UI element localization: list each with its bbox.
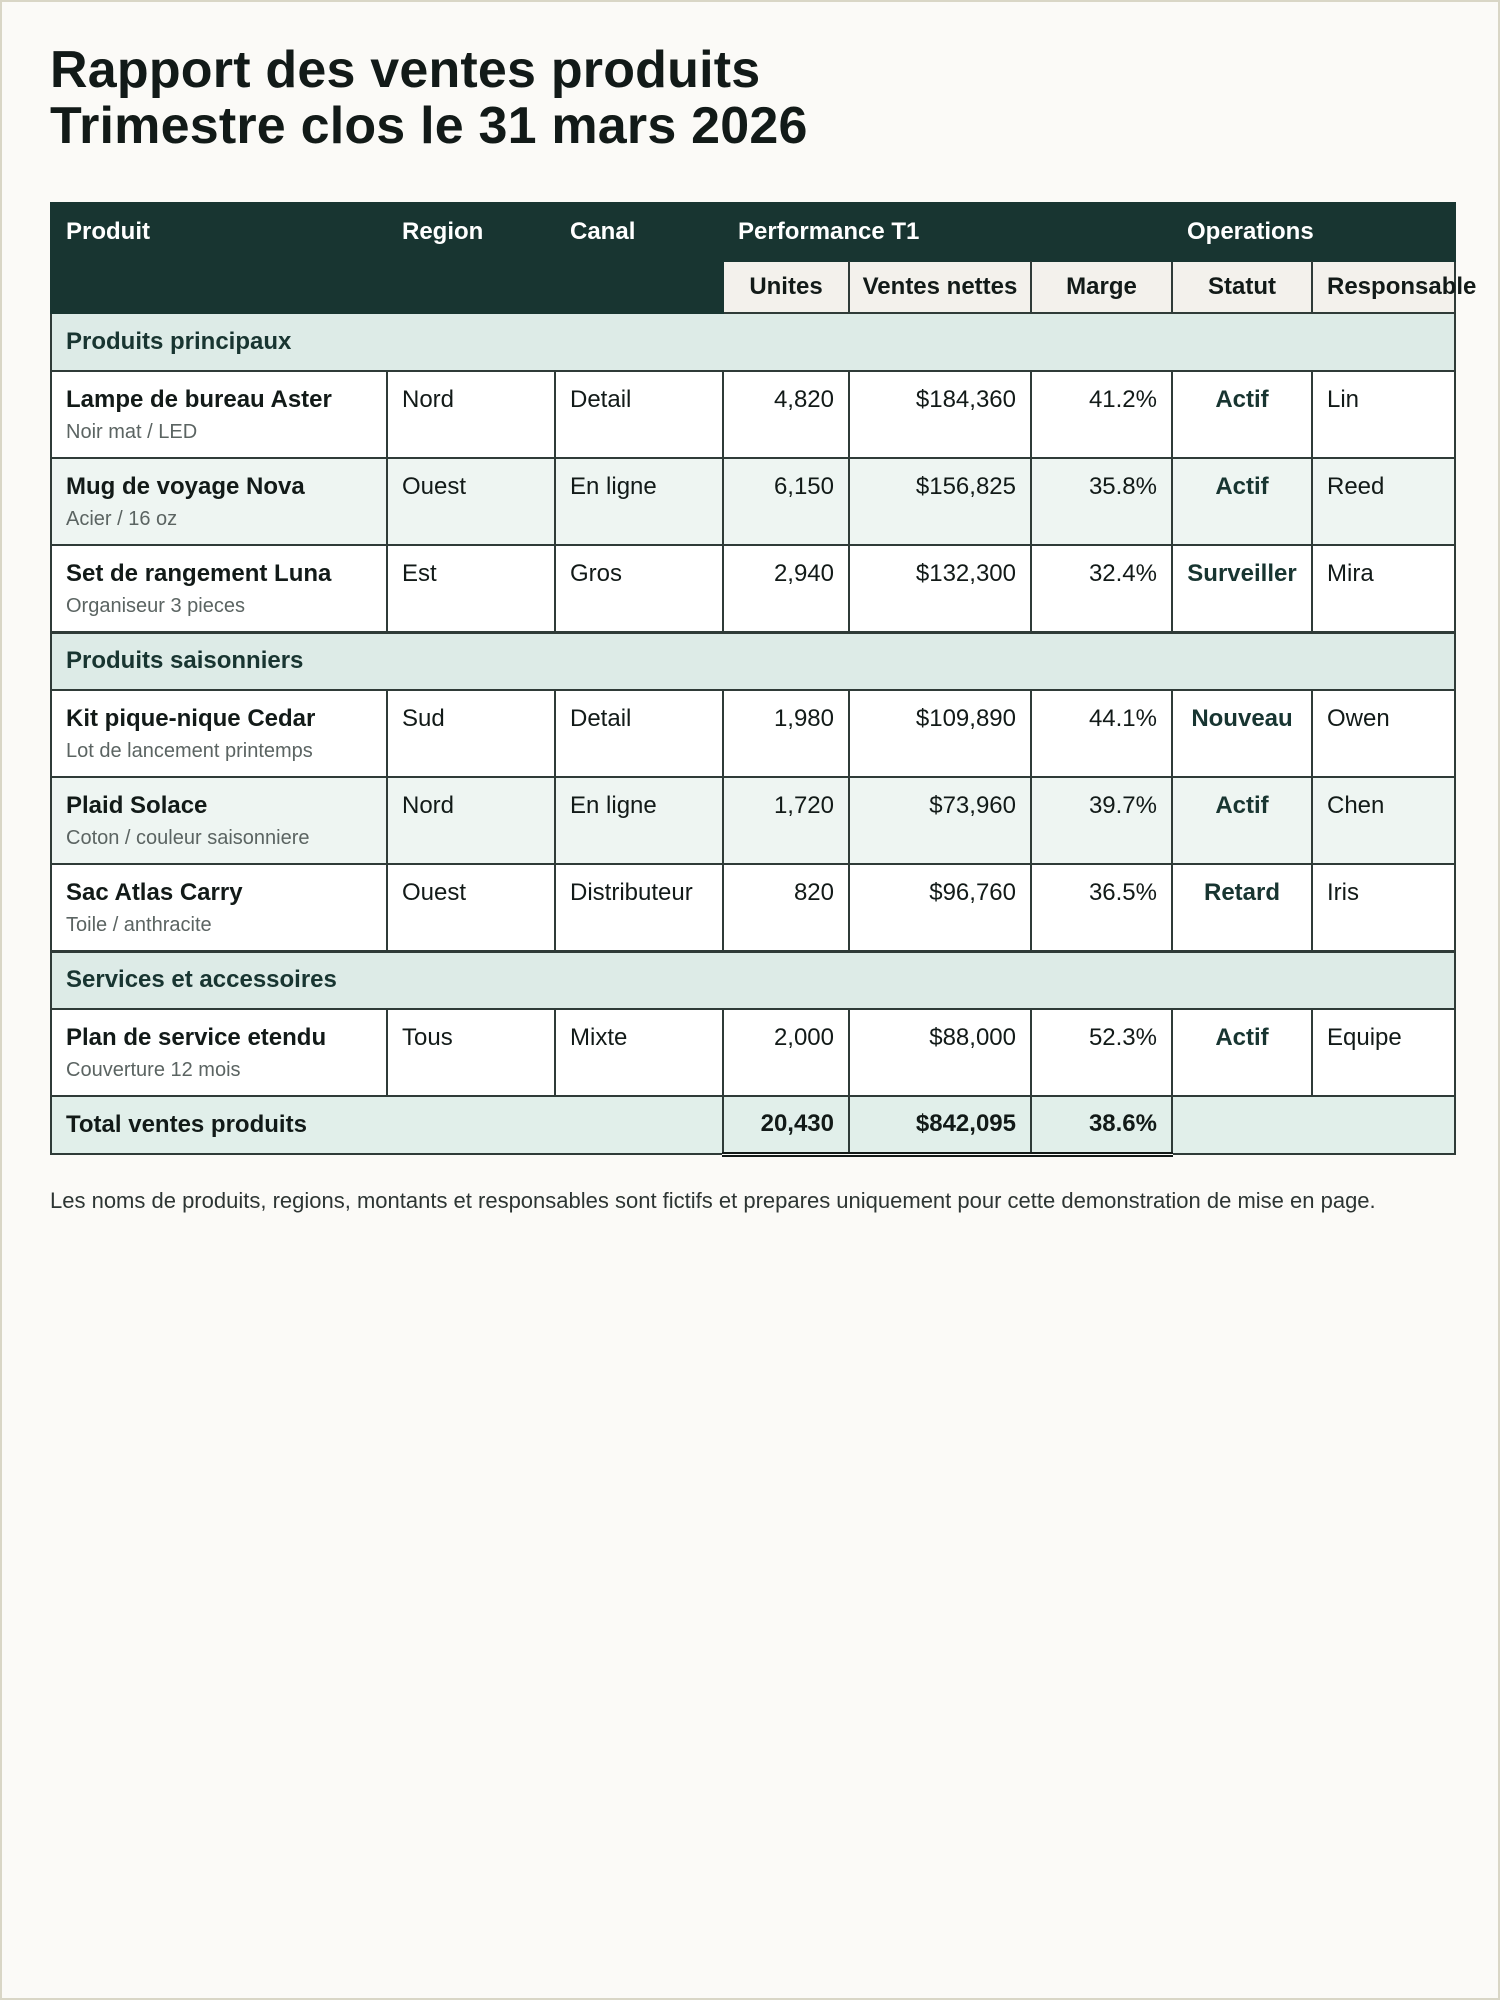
header-region: Region (387, 203, 555, 313)
product-detail: Toile / anthracite (66, 914, 212, 936)
net-sales-cell: $156,825 (849, 458, 1031, 545)
region-cell: Sud (387, 690, 555, 777)
status-badge: Actif (1172, 777, 1312, 864)
region-cell: Nord (387, 777, 555, 864)
net-sales-cell: $184,360 (849, 371, 1031, 458)
header-product: Produit (51, 203, 387, 313)
channel-cell: En ligne (555, 458, 723, 545)
margin-cell: 32.4% (1031, 545, 1172, 632)
table-row (51, 545, 1455, 632)
product-name: Sac Atlas Carry (66, 879, 243, 906)
units-cell: 1,720 (723, 777, 849, 864)
owner-cell: Owen (1312, 690, 1455, 777)
margin-cell: 35.8% (1031, 458, 1172, 545)
product-detail: Organiseur 3 pieces (66, 595, 245, 617)
header-operations-group: Operations (1172, 203, 1455, 261)
total-row (51, 1096, 1455, 1154)
page-title (50, 42, 1454, 154)
product-cell (51, 458, 387, 545)
section-row (51, 951, 1455, 1009)
product-name: Plaid Solace (66, 792, 208, 819)
section-title: Services et accessoires (51, 951, 1455, 1009)
table-row (51, 777, 1455, 864)
title-line-2: Trimestre clos le 31 mars 2026 (50, 97, 808, 155)
footnote: Les noms de produits, regions, montants et responsables sont fictifs et prepares uniquement pour cette demonstration de mise en page. (50, 1187, 1376, 1213)
total-margin: 38.6% (1031, 1096, 1172, 1154)
section-title: Produits saisonniers (51, 632, 1455, 690)
net-sales-cell: $73,960 (849, 777, 1031, 864)
channel-cell: Detail (555, 371, 723, 458)
product-name: Plan de service etendu (66, 1024, 327, 1051)
table-row (51, 371, 1455, 458)
owner-cell: Lin (1312, 371, 1455, 458)
status-badge: Actif (1172, 1009, 1312, 1096)
units-cell: 2,000 (723, 1009, 849, 1096)
margin-cell: 52.3% (1031, 1009, 1172, 1096)
net-sales-cell: $88,000 (849, 1009, 1031, 1096)
margin-cell: 41.2% (1031, 371, 1172, 458)
header-owner: Responsable (1312, 261, 1455, 313)
product-detail: Acier / 16 oz (66, 508, 178, 530)
region-cell: Nord (387, 371, 555, 458)
channel-cell: Distributeur (555, 864, 723, 951)
region-cell: Ouest (387, 864, 555, 951)
header-status: Statut (1172, 261, 1312, 313)
product-cell (51, 1009, 387, 1096)
owner-cell: Mira (1312, 545, 1455, 632)
title-line-1: Rapport des ventes produits (50, 41, 761, 99)
section-row (51, 632, 1455, 690)
units-cell: 6,150 (723, 458, 849, 545)
product-detail: Couverture 12 mois (66, 1059, 241, 1081)
header-row (51, 203, 1455, 261)
product-cell (51, 545, 387, 632)
total-empty-cell (1172, 1096, 1455, 1154)
net-sales-cell: $132,300 (849, 545, 1031, 632)
units-cell: 2,940 (723, 545, 849, 632)
product-cell (51, 864, 387, 951)
product-name: Lampe de bureau Aster (66, 386, 332, 413)
product-cell (51, 777, 387, 864)
region-cell: Tous (387, 1009, 555, 1096)
product-name: Set de rangement Luna (66, 560, 332, 587)
owner-cell: Iris (1312, 864, 1455, 951)
product-detail: Lot de lancement printemps (66, 740, 313, 762)
status-badge: Surveiller (1172, 545, 1312, 632)
status-badge: Actif (1172, 458, 1312, 545)
units-cell: 1,980 (723, 690, 849, 777)
net-sales-cell: $96,760 (849, 864, 1031, 951)
product-detail: Coton / couleur saisonniere (66, 827, 310, 849)
report-page (50, 41, 1477, 1237)
owner-cell: Reed (1312, 458, 1455, 545)
total-units: 20,430 (723, 1096, 849, 1154)
section-row (51, 313, 1455, 371)
header-margin: Marge (1031, 261, 1172, 313)
sales-table (50, 202, 1477, 1157)
header-net-sales: Ventes nettes (849, 261, 1031, 313)
section-title: Produits principaux (51, 313, 1455, 371)
product-detail: Noir mat / LED (66, 421, 198, 443)
total-net-sales: $842,095 (849, 1096, 1031, 1154)
units-cell: 4,820 (723, 371, 849, 458)
header-units: Unites (723, 261, 849, 313)
status-badge: Nouveau (1172, 690, 1312, 777)
status-badge: Retard (1172, 864, 1312, 951)
header-channel: Canal (555, 203, 723, 313)
channel-cell: En ligne (555, 777, 723, 864)
header-performance-group: Performance T1 (723, 203, 1172, 261)
total-label: Total ventes produits (51, 1096, 723, 1154)
product-name: Mug de voyage Nova (66, 473, 305, 500)
table-row (51, 1009, 1455, 1096)
owner-cell: Chen (1312, 777, 1455, 864)
product-cell (51, 690, 387, 777)
channel-cell: Mixte (555, 1009, 723, 1096)
channel-cell: Detail (555, 690, 723, 777)
margin-cell: 39.7% (1031, 777, 1172, 864)
units-cell: 820 (723, 864, 849, 951)
owner-cell: Equipe (1312, 1009, 1455, 1096)
table-row (51, 690, 1455, 777)
table-row (51, 864, 1455, 951)
margin-cell: 44.1% (1031, 690, 1172, 777)
channel-cell: Gros (555, 545, 723, 632)
region-cell: Est (387, 545, 555, 632)
margin-cell: 36.5% (1031, 864, 1172, 951)
status-badge: Actif (1172, 371, 1312, 458)
table-row (51, 458, 1455, 545)
product-cell (51, 371, 387, 458)
region-cell: Ouest (387, 458, 555, 545)
product-name: Kit pique-nique Cedar (66, 705, 316, 732)
net-sales-cell: $109,890 (849, 690, 1031, 777)
